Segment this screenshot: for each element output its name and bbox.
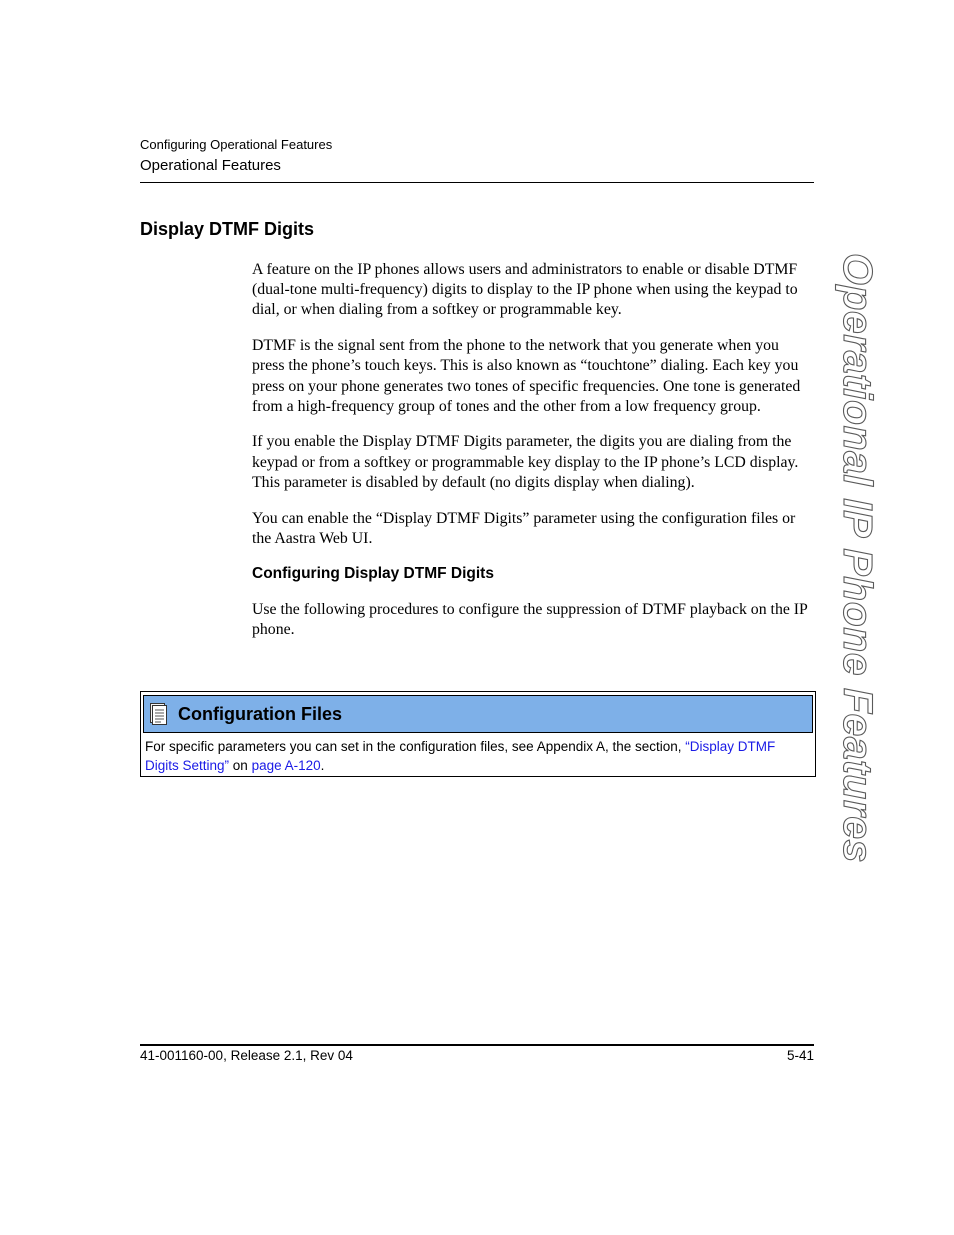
config-files-text bbox=[145, 738, 809, 775]
running-head-chapter: Configuring Operational Features bbox=[140, 137, 333, 152]
body-column bbox=[252, 260, 814, 656]
footer-rule bbox=[140, 1044, 814, 1046]
running-head-section: Operational Features bbox=[140, 157, 281, 174]
footer-doc-id: 41-001160-00, Release 2.1, Rev 04 bbox=[140, 1048, 353, 1063]
header-rule bbox=[140, 182, 814, 183]
config-files-header bbox=[143, 695, 813, 733]
paragraph-4: You can enable the “Display DTMF Digits” parameter using the configuration files or the Aastra Web UI. bbox=[252, 509, 796, 547]
section-title: Display DTMF Digits bbox=[140, 219, 315, 239]
footer-page-number: 5-41 bbox=[786, 1048, 814, 1063]
side-tab-label: Operational IP Phone Features bbox=[835, 253, 881, 863]
config-text-middle: on bbox=[229, 757, 252, 773]
paragraph-1: A feature on the IP phones allows users and administrators to enable or disable DTMF (dual-tone multi-frequency) digits to display to the IP phone when using the keypad to dial, or when dialing from a softkey or programmable key. bbox=[252, 261, 798, 319]
display-dtmf-digits-setting-link[interactable]: “Display DTMF Digits Setting” bbox=[145, 739, 776, 773]
paragraph-2: DTMF is the signal sent from the phone to the network that you generate when you press the phone’s touch keys. This is also known as “touchtone” dialing. Each key you press on your phone generates two tones of specific frequencies. One tone is generated from a high-frequency group of tones and the other from a low frequency group. bbox=[252, 337, 801, 415]
config-text-before: For specific parameters you can set in the configuration files, see Appendix A, the section, bbox=[145, 739, 686, 754]
config-text-after: . bbox=[320, 757, 325, 773]
config-files-title: Configuration Files bbox=[178, 704, 342, 724]
page-reference-link[interactable]: page A-120 bbox=[251, 757, 321, 773]
document-icon bbox=[149, 702, 167, 725]
paragraph-3: If you enable the Display DTMF Digits parameter, the digits you are dialing from the keypad or from a softkey or programmable key display to the IP phone’s LCD display. This parameter is disabled by default (no digits display when dialing). bbox=[252, 433, 799, 491]
config-files-box bbox=[140, 691, 816, 777]
subheading: Configuring Display DTMF Digits bbox=[252, 565, 494, 583]
procedure-intro: Use the following procedures to configure the suppression of DTMF playback on the IP phone. bbox=[252, 600, 808, 638]
